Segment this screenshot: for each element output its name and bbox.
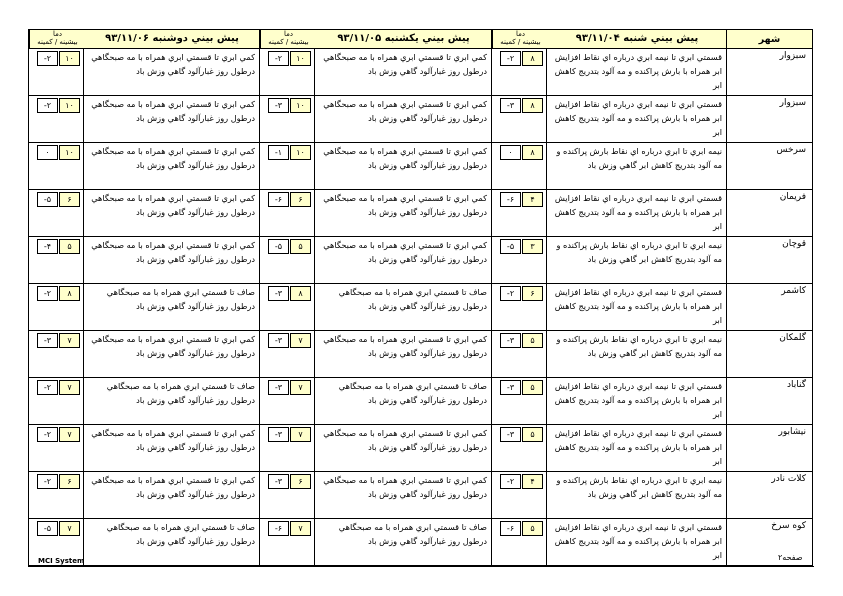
temperature-min: ۰ xyxy=(500,145,521,160)
temperature-cell xyxy=(29,49,84,96)
forecast-description: كمي ابري تا قسمتي ابري همراه با مه صبحگاهي درطول روز غبارآلود گاهي وزش باد xyxy=(84,237,260,284)
temperature-values xyxy=(32,474,80,489)
temperature-values xyxy=(495,474,543,489)
temperature-min: ۳- xyxy=(500,380,521,395)
forecast-description: كمي ابري تا قسمتي ابري همراه با مه صبحگاهي درطول روز غبارآلود گاهي وزش باد xyxy=(84,96,260,143)
temperature-values xyxy=(495,239,543,254)
forecast-description: كمي ابري تا قسمتي ابري همراه با مه صبحگاهي درطول روز غبارآلود گاهي وزش باد xyxy=(315,472,492,519)
temperature-min: ۳- xyxy=(268,380,289,395)
temperature-min: ۲- xyxy=(37,474,58,489)
temperature-cell xyxy=(260,472,315,519)
temperature-max: ۷ xyxy=(290,427,311,442)
temperature-values xyxy=(263,239,311,254)
city-name: كلات نادر xyxy=(727,472,813,519)
forecast-description: صاف تا قسمتي ابري همراه با مه صبحگاهي درطول روز غبارآلود گاهي وزش باد xyxy=(84,378,260,425)
forecast-description: كمي ابري تا قسمتي ابري همراه با مه صبحگاهي درطول روز غبارآلود گاهي وزش باد xyxy=(315,237,492,284)
temperature-cell xyxy=(492,96,547,143)
temperature-max: ۷ xyxy=(59,521,80,536)
temperature-max: ۵ xyxy=(522,427,543,442)
forecast-description: كمي ابري تا قسمتي ابري همراه با مه صبحگاهي درطول روز غبارآلود گاهي وزش باد xyxy=(315,331,492,378)
temperature-cell xyxy=(260,143,315,190)
temperature-cell xyxy=(260,378,315,425)
temperature-min: ۲- xyxy=(500,51,521,66)
temperature-values xyxy=(263,145,311,160)
temperature-min: ۳- xyxy=(500,333,521,348)
table-row xyxy=(29,425,813,472)
temperature-max: ۱۰ xyxy=(59,98,80,113)
temperature-values xyxy=(263,427,311,442)
forecast-description: كمي ابري تا قسمتي ابري همراه با مه صبحگاهي درطول روز غبارآلود گاهي وزش باد xyxy=(84,472,260,519)
city-name: كاشمر xyxy=(727,284,813,331)
temperature-min: ۲- xyxy=(37,98,58,113)
temperature-cell xyxy=(260,284,315,331)
temperature-min: ۳- xyxy=(37,333,58,348)
temperature-min: ۳- xyxy=(268,286,289,301)
city-name: سبزوار xyxy=(727,96,813,143)
forecast-description: صاف تا قسمتي ابري همراه با مه صبحگاهي درطول روز غبارآلود گاهي وزش باد xyxy=(315,378,492,425)
footer-divider xyxy=(28,566,814,567)
city-name: گناباد xyxy=(727,378,813,425)
header-temp-1: دما بيشينه / كمينه xyxy=(492,30,548,48)
temperature-max: ۷ xyxy=(290,521,311,536)
temperature-cell xyxy=(260,519,315,566)
temperature-max: ۱۰ xyxy=(290,98,311,113)
temperature-cell xyxy=(29,96,84,143)
forecast-description: نيمه ابري تا ابري درباره اي نقاط بارش پراكنده و مه آلود بتدريج كاهش ابر گاهي وزش باد xyxy=(547,143,727,190)
city-name: نيشابور xyxy=(727,425,813,472)
city-name: قوچان xyxy=(727,237,813,284)
temperature-min: ۳- xyxy=(268,333,289,348)
forecast-description: نيمه ابري تا ابري درباره اي نقاط بارش پراكنده و مه آلود بتدريج كاهش ابر گاهي وزش باد xyxy=(547,331,727,378)
temperature-values xyxy=(32,380,80,395)
temperature-values xyxy=(263,333,311,348)
temperature-min: ۶- xyxy=(500,192,521,207)
temperature-min: ۲- xyxy=(37,380,58,395)
temperature-cell xyxy=(492,378,547,425)
temperature-values xyxy=(263,192,311,207)
temperature-values xyxy=(495,333,543,348)
temperature-cell xyxy=(260,96,315,143)
temperature-cell xyxy=(260,237,315,284)
temperature-values xyxy=(32,51,80,66)
temperature-max: ۷ xyxy=(290,333,311,348)
temperature-min: ۶- xyxy=(268,192,289,207)
temperature-max: ۷ xyxy=(59,380,80,395)
temperature-values xyxy=(263,521,311,536)
temperature-values xyxy=(32,98,80,113)
forecast-description: كمي ابري تا قسمتي ابري همراه با مه صبحگاهي درطول روز غبارآلود گاهي وزش باد xyxy=(84,331,260,378)
temperature-values xyxy=(495,145,543,160)
forecast-description: كمي ابري تا قسمتي ابري همراه با مه صبحگاهي درطول روز غبارآلود گاهي وزش باد xyxy=(315,96,492,143)
temperature-min: ۴- xyxy=(37,239,58,254)
temperature-values xyxy=(32,521,80,536)
temperature-values xyxy=(263,286,311,301)
temperature-max: ۵ xyxy=(59,239,80,254)
temperature-max: ۶ xyxy=(290,192,311,207)
table-row xyxy=(29,378,813,425)
temperature-min: ۶- xyxy=(268,521,289,536)
temperature-values xyxy=(263,380,311,395)
table-row xyxy=(29,96,813,143)
city-name: سبزوار xyxy=(727,49,813,96)
forecast-description: كمي ابري تا قسمتي ابري همراه با مه صبحگاهي درطول روز غبارآلود گاهي وزش باد xyxy=(84,425,260,472)
footer-page-label: صفحه xyxy=(782,553,803,562)
temperature-cell xyxy=(492,237,547,284)
temperature-max: ۸ xyxy=(522,98,543,113)
temperature-min: ۲- xyxy=(37,51,58,66)
temperature-min: ۶- xyxy=(500,521,521,536)
header-temp-3: دما بيشينه / كمينه xyxy=(29,30,85,48)
city-name: فريمان xyxy=(727,190,813,237)
header-temp-2: دما بيشينه / كمينه xyxy=(260,30,316,48)
temperature-max: ۶ xyxy=(59,192,80,207)
temperature-values xyxy=(32,427,80,442)
table-row xyxy=(29,49,813,96)
table-row xyxy=(29,143,813,190)
temperature-max: ۱۰ xyxy=(59,145,80,160)
temperature-min: ۱- xyxy=(268,145,289,160)
forecast-description: نيمه ابري تا ابري درباره اي نقاط بارش پراكنده و مه آلود بتدريج كاهش ابر گاهي وزش باد xyxy=(547,237,727,284)
temperature-values xyxy=(32,286,80,301)
temperature-max: ۴ xyxy=(522,192,543,207)
forecast-description: صاف تا قسمتي ابري همراه با مه صبحگاهي درطول روز غبارآلود گاهي وزش باد xyxy=(315,519,492,566)
forecast-description: كمي ابري تا قسمتي ابري همراه با مه صبحگاهي درطول روز غبارآلود گاهي وزش باد xyxy=(315,190,492,237)
temperature-values xyxy=(495,521,543,536)
temperature-min: ۲- xyxy=(500,286,521,301)
temperature-values xyxy=(495,427,543,442)
temperature-max: ۱۰ xyxy=(59,51,80,66)
temperature-max: ۳ xyxy=(522,239,543,254)
temperature-cell xyxy=(29,378,84,425)
temperature-min: ۵- xyxy=(37,192,58,207)
forecast-description: نيمه ابري تا ابري درباره اي نقاط بارش پراكنده و مه آلود بتدريج كاهش ابر گاهي وزش باد xyxy=(547,472,727,519)
temperature-max: ۷ xyxy=(59,333,80,348)
temperature-values xyxy=(495,98,543,113)
temperature-max: ۶ xyxy=(522,286,543,301)
forecast-description: صاف تا قسمتي ابري همراه با مه صبحگاهي درطول روز غبارآلود گاهي وزش باد xyxy=(84,284,260,331)
temperature-min: ۳- xyxy=(268,474,289,489)
temperature-min: ۳- xyxy=(268,98,289,113)
temperature-max: ۷ xyxy=(59,427,80,442)
temperature-max: ۱۰ xyxy=(290,51,311,66)
table-row xyxy=(29,284,813,331)
temperature-min: ۵- xyxy=(500,239,521,254)
forecast-description: صاف تا قسمتي ابري همراه با مه صبحگاهي درطول روز غبارآلود گاهي وزش باد xyxy=(315,284,492,331)
temperature-values xyxy=(495,192,543,207)
forecast-description: كمي ابري تا قسمتي ابري همراه با مه صبحگاهي درطول روز غبارآلود گاهي وزش باد xyxy=(315,143,492,190)
temperature-min: ۲- xyxy=(37,286,58,301)
forecast-description: قسمتي ابري تا نيمه ابري درباره اي نقاط افزايش ابر همراه با بارش پراكنده و مه آلود بتدريج كاهش ابر xyxy=(547,378,727,425)
table-row xyxy=(29,519,813,566)
table-header xyxy=(29,30,813,49)
header-day-3-title: پيش بيني دوشنبه ۹۳/۱۱/۰۶ xyxy=(105,33,239,44)
temperature-values xyxy=(32,192,80,207)
forecast-description: قسمتي ابري تا نيمه ابري درباره اي نقاط افزايش ابر همراه با بارش پراكنده و مه آلود بتدريج كاهش ابر xyxy=(547,519,727,566)
temperature-values xyxy=(495,286,543,301)
forecast-description: كمي ابري تا قسمتي ابري همراه با مه صبحگاهي درطول روز غبارآلود گاهي وزش باد xyxy=(315,425,492,472)
temperature-cell xyxy=(260,331,315,378)
footer-page-number: ۲ xyxy=(778,553,783,562)
temperature-values xyxy=(495,51,543,66)
temperature-cell xyxy=(492,519,547,566)
table-row xyxy=(29,472,813,519)
header-day-2 xyxy=(260,30,492,49)
forecast-description: قسمتي ابري تا نيمه ابري درباره اي نقاط افزايش ابر همراه با بارش پراكنده و مه آلود بتدريج كاهش ابر xyxy=(547,49,727,96)
temperature-cell xyxy=(260,49,315,96)
forecast-table xyxy=(28,29,813,566)
temperature-values xyxy=(263,51,311,66)
temperature-cell xyxy=(492,284,547,331)
city-name: كوه سرخ xyxy=(727,519,813,566)
temperature-max: ۶ xyxy=(290,474,311,489)
temperature-max: ۸ xyxy=(522,145,543,160)
temperature-min: ۲- xyxy=(268,51,289,66)
forecast-description: كمي ابري تا قسمتي ابري همراه با مه صبحگاهي درطول روز غبارآلود گاهي وزش باد xyxy=(84,143,260,190)
temperature-min: ۵- xyxy=(37,521,58,536)
footer-system-name: MCI System xyxy=(38,557,85,565)
temperature-max: ۸ xyxy=(59,286,80,301)
temperature-cell xyxy=(29,284,84,331)
temperature-max: ۵ xyxy=(522,521,543,536)
temperature-cell xyxy=(29,237,84,284)
city-name: سرخس xyxy=(727,143,813,190)
temperature-max: ۵ xyxy=(522,333,543,348)
table-row xyxy=(29,190,813,237)
temperature-cell xyxy=(29,143,84,190)
temperature-max: ۸ xyxy=(522,51,543,66)
temperature-max: ۸ xyxy=(290,286,311,301)
forecast-sheet xyxy=(28,29,812,566)
temperature-cell xyxy=(492,190,547,237)
header-day-2-title: پيش بيني يكشنبه ۹۳/۱۱/۰۵ xyxy=(337,33,470,44)
table-row xyxy=(29,237,813,284)
temperature-cell xyxy=(29,472,84,519)
table-row xyxy=(29,331,813,378)
temperature-cell xyxy=(260,425,315,472)
forecast-description: قسمتي ابري تا نيمه ابري درباره اي نقاط افزايش ابر همراه با بارش پراكنده و مه آلود بتدريج كاهش ابر xyxy=(547,96,727,143)
temperature-values xyxy=(32,145,80,160)
temperature-cell xyxy=(492,143,547,190)
temperature-min: ۰ xyxy=(37,145,58,160)
temperature-values xyxy=(32,333,80,348)
temperature-values xyxy=(32,239,80,254)
header-day-1-title: پيش بيني شنبه ۹۳/۱۱/۰۴ xyxy=(575,33,699,44)
temperature-cell xyxy=(492,425,547,472)
temperature-max: ۶ xyxy=(59,474,80,489)
city-name: گلمكان xyxy=(727,331,813,378)
temperature-cell xyxy=(492,472,547,519)
temperature-cell xyxy=(29,425,84,472)
temperature-min: ۳- xyxy=(500,98,521,113)
temperature-min: ۳- xyxy=(268,427,289,442)
footer-page xyxy=(752,553,803,562)
temperature-max: ۵ xyxy=(522,380,543,395)
temperature-max: ۴ xyxy=(522,474,543,489)
temperature-min: ۲- xyxy=(500,474,521,489)
forecast-description: صاف تا قسمتي ابري همراه با مه صبحگاهي درطول روز غبارآلود گاهي وزش باد xyxy=(84,519,260,566)
temperature-cell xyxy=(29,331,84,378)
temperature-max: ۱۰ xyxy=(290,145,311,160)
forecast-description: قسمتي ابري تا نيمه ابري درباره اي نقاط افزايش ابر همراه با بارش پراكنده و مه آلود بتدريج كاهش ابر xyxy=(547,425,727,472)
temperature-max: ۵ xyxy=(290,239,311,254)
temperature-cell xyxy=(29,190,84,237)
forecast-description: كمي ابري تا قسمتي ابري همراه با مه صبحگاهي درطول روز غبارآلود گاهي وزش باد xyxy=(84,49,260,96)
temperature-max: ۷ xyxy=(290,380,311,395)
temperature-min: ۳- xyxy=(500,427,521,442)
header-city: شهر xyxy=(727,30,813,49)
temperature-min: ۲- xyxy=(37,427,58,442)
temperature-values xyxy=(263,474,311,489)
forecast-description: قسمتي ابري تا نيمه ابري درباره اي نقاط افزايش ابر همراه با بارش پراكنده و مه آلود بتدريج كاهش ابر xyxy=(547,190,727,237)
temperature-cell xyxy=(492,331,547,378)
header-day-1 xyxy=(492,30,727,49)
temperature-min: ۵- xyxy=(268,239,289,254)
temperature-values xyxy=(263,98,311,113)
temperature-cell xyxy=(492,49,547,96)
forecast-description: قسمتي ابري تا نيمه ابري درباره اي نقاط افزايش ابر همراه با بارش پراكنده و مه آلود بتدريج كاهش ابر xyxy=(547,284,727,331)
forecast-description: كمي ابري تا قسمتي ابري همراه با مه صبحگاهي درطول روز غبارآلود گاهي وزش باد xyxy=(84,190,260,237)
temperature-values xyxy=(495,380,543,395)
forecast-description: كمي ابري تا قسمتي ابري همراه با مه صبحگاهي درطول روز غبارآلود گاهي وزش باد xyxy=(315,49,492,96)
header-day-3 xyxy=(29,30,260,49)
temperature-cell xyxy=(260,190,315,237)
